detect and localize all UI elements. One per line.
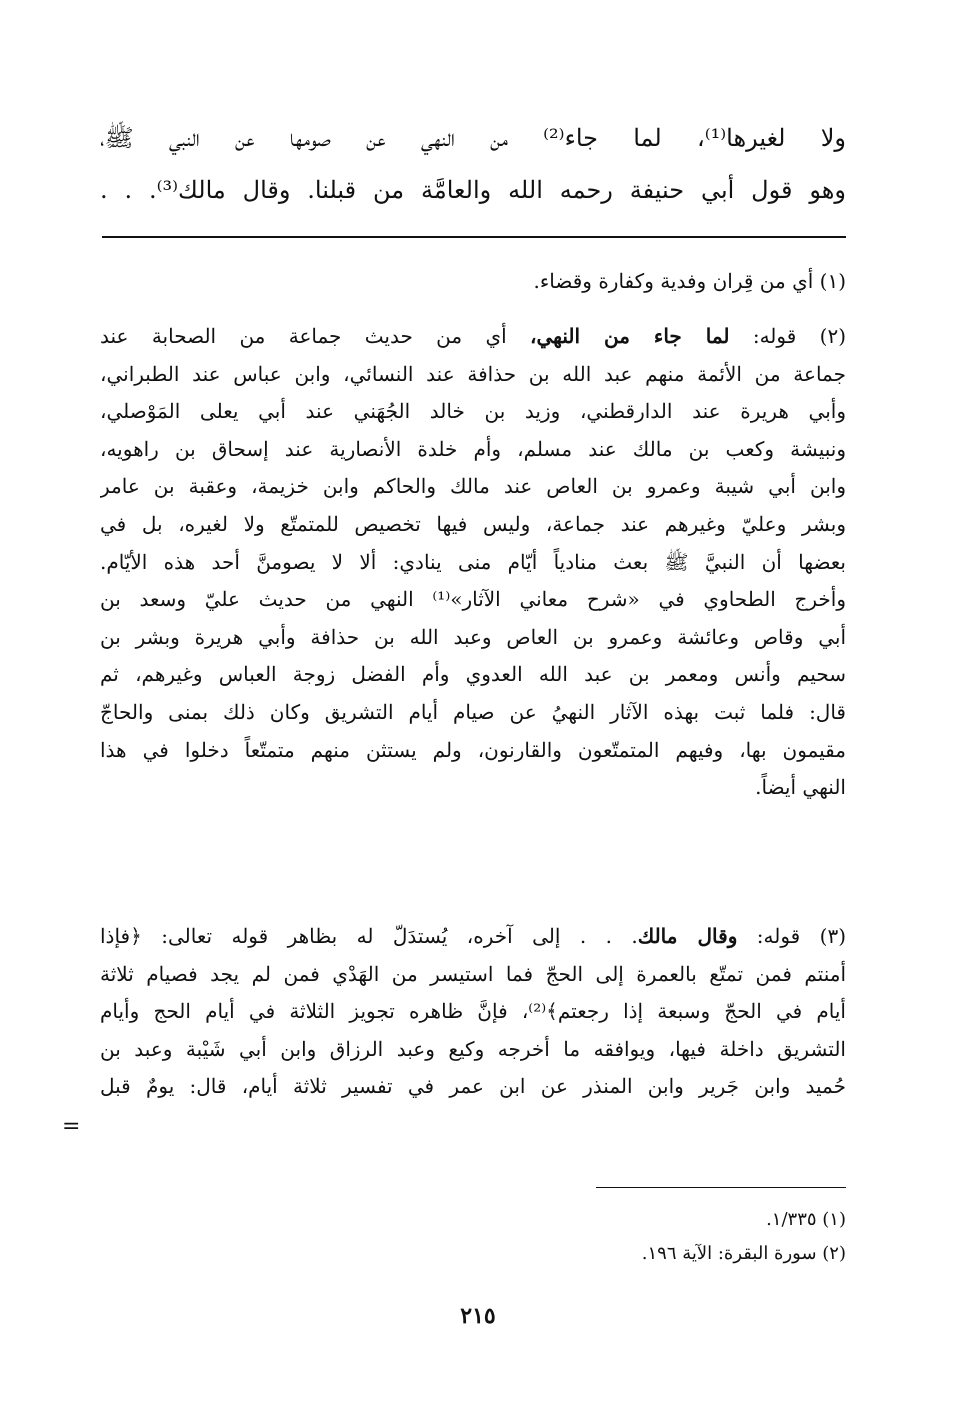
footnote-2-line: وأخرج الطحاوي في «شرح معاني الآثار»⁽¹⁾ النهي من حديث عليّ وسعد بن <box>100 587 846 612</box>
footnote-1-text: (١) أي من قِران وفدية وكفارة وقضاء. <box>533 269 846 293</box>
footnote-2-line: بعضها أن النبيَّ ﷺ بعث منادياً أيّام منى ينادي: ألا لا يصومنَّ أحد هذه الأيّام. <box>100 549 846 574</box>
footnote-2-line: مقيمون بها، وفيهم المتمتّعون والقارنون، ولم يستثن منهم متمتّعاً دخلوا في هذا <box>100 737 846 762</box>
footnote-2-line: وابن أبي شيبة وعمرو بن العاص عند مالك والحاكم وابن خزيمة، وعقبة بن عامر <box>100 474 846 499</box>
footnote-3-line1-rest: . . . إلى آخره، يُستدَلّ له بظاهر قوله تعالى: ﴿فإذا <box>100 924 638 948</box>
footnote-2-last-line: النهي أيضاً. <box>755 775 846 800</box>
footnote-2-line1-rest: أي من حديث جماعة من الصحابة عند <box>100 324 531 348</box>
subfootnote-separator <box>596 1187 846 1188</box>
footnote-2-line: قال: فلما ثبت بهذه الآثار النهيُ عن صيام أيام التشريق وكان ذلك بمنى والحاجّ <box>100 699 846 724</box>
main-text-line: وهو قول أبي حنيفة رحمه الله والعامَّة من قبلنا. وقال مالك⁽³⁾. . . <box>100 176 846 204</box>
footnote-2 <box>100 318 846 807</box>
footnote-separator <box>102 236 846 238</box>
main-text <box>100 112 846 216</box>
footnote-3-line: حُميد وابن جَرير وابن المنذر عن ابن عمر في تفسير ثلاثة أيام، قال: يومٌ قبل <box>100 1074 846 1099</box>
footnote-2-first-line <box>100 318 846 356</box>
main-text-line: ولا لغيرها⁽¹⁾، لما جاء⁽²⁾ من النهي عن صومها عن النبي ﷺ، <box>100 124 846 152</box>
subfootnotes <box>100 1203 846 1271</box>
subfootnote-line: (٢) سورة البقرة: الآية ١٩٦. <box>641 1243 846 1264</box>
footnote-2-line: جماعة من الأئمة منهم عبد الله بن حذافة عند النسائي، وابن عباس عند الطبراني، <box>100 361 846 386</box>
footnote-2-line: وأبي هريرة عند الدارقطني، وزيد بن خالد الجُهَني عند أبي يعلى المَوْصلي، <box>100 399 846 424</box>
footnote-2-line: وبشر وعليّ وغيرهم عند جماعة، وليس فيها تخصيص للمتمتّع ولا لغيره، بل في <box>100 511 846 536</box>
footnote-1 <box>100 263 846 301</box>
continuation-mark: = <box>62 1114 81 1139</box>
footnote-3-line: أيام في الحجّ وسبعة إذا رجعتم﴾⁽²⁾، فإنَّ ظاهره تجويز الثلاثة في أيام الحج وأيام <box>100 999 846 1024</box>
footnote-2-bold-phrase: لما جاء من النهي، <box>530 324 730 348</box>
footnote-3-line: أمنتم فمن تمتّع بالعمرة إلى الحجّ فما استيسر من الهَدْي فمن لم يجد فصيام ثلاثة <box>100 961 846 986</box>
footnote-2-opening: (٢) قوله: <box>729 324 846 348</box>
subfootnote-line: (١) ١/٣٣٥. <box>766 1209 846 1230</box>
footnote-2-line: ونبيشة وكعب بن مالك عند مسلم، وأم خلدة الأنصارية عند إسحاق بن راهويه، <box>100 436 846 461</box>
footnote-2-line: أبي وقاص وعائشة وعمرو بن العاص وعبد الله بن حذافة وأبي هريرة وبشر بن <box>100 624 846 649</box>
footnote-3-first-line <box>100 918 846 956</box>
footnote-2-line: سحيم وأنس ومعمر بن عبد الله العدوي وأم الفضل زوجة العباس وغيرهم، ثم <box>100 662 846 687</box>
footnote-3 <box>100 918 846 1106</box>
footnote-3-bold-phrase: وقال مالك <box>637 924 738 948</box>
footnote-3-opening: (٣) قوله: <box>737 924 846 948</box>
footnote-3-line: التشريق داخلة فيها، ويوافقه ما أخرجه وكيع وعبد الرزاق وابن أبي شَيْبة وعبد بن <box>100 1036 846 1061</box>
page-number: ٢١٥ <box>460 1303 496 1329</box>
